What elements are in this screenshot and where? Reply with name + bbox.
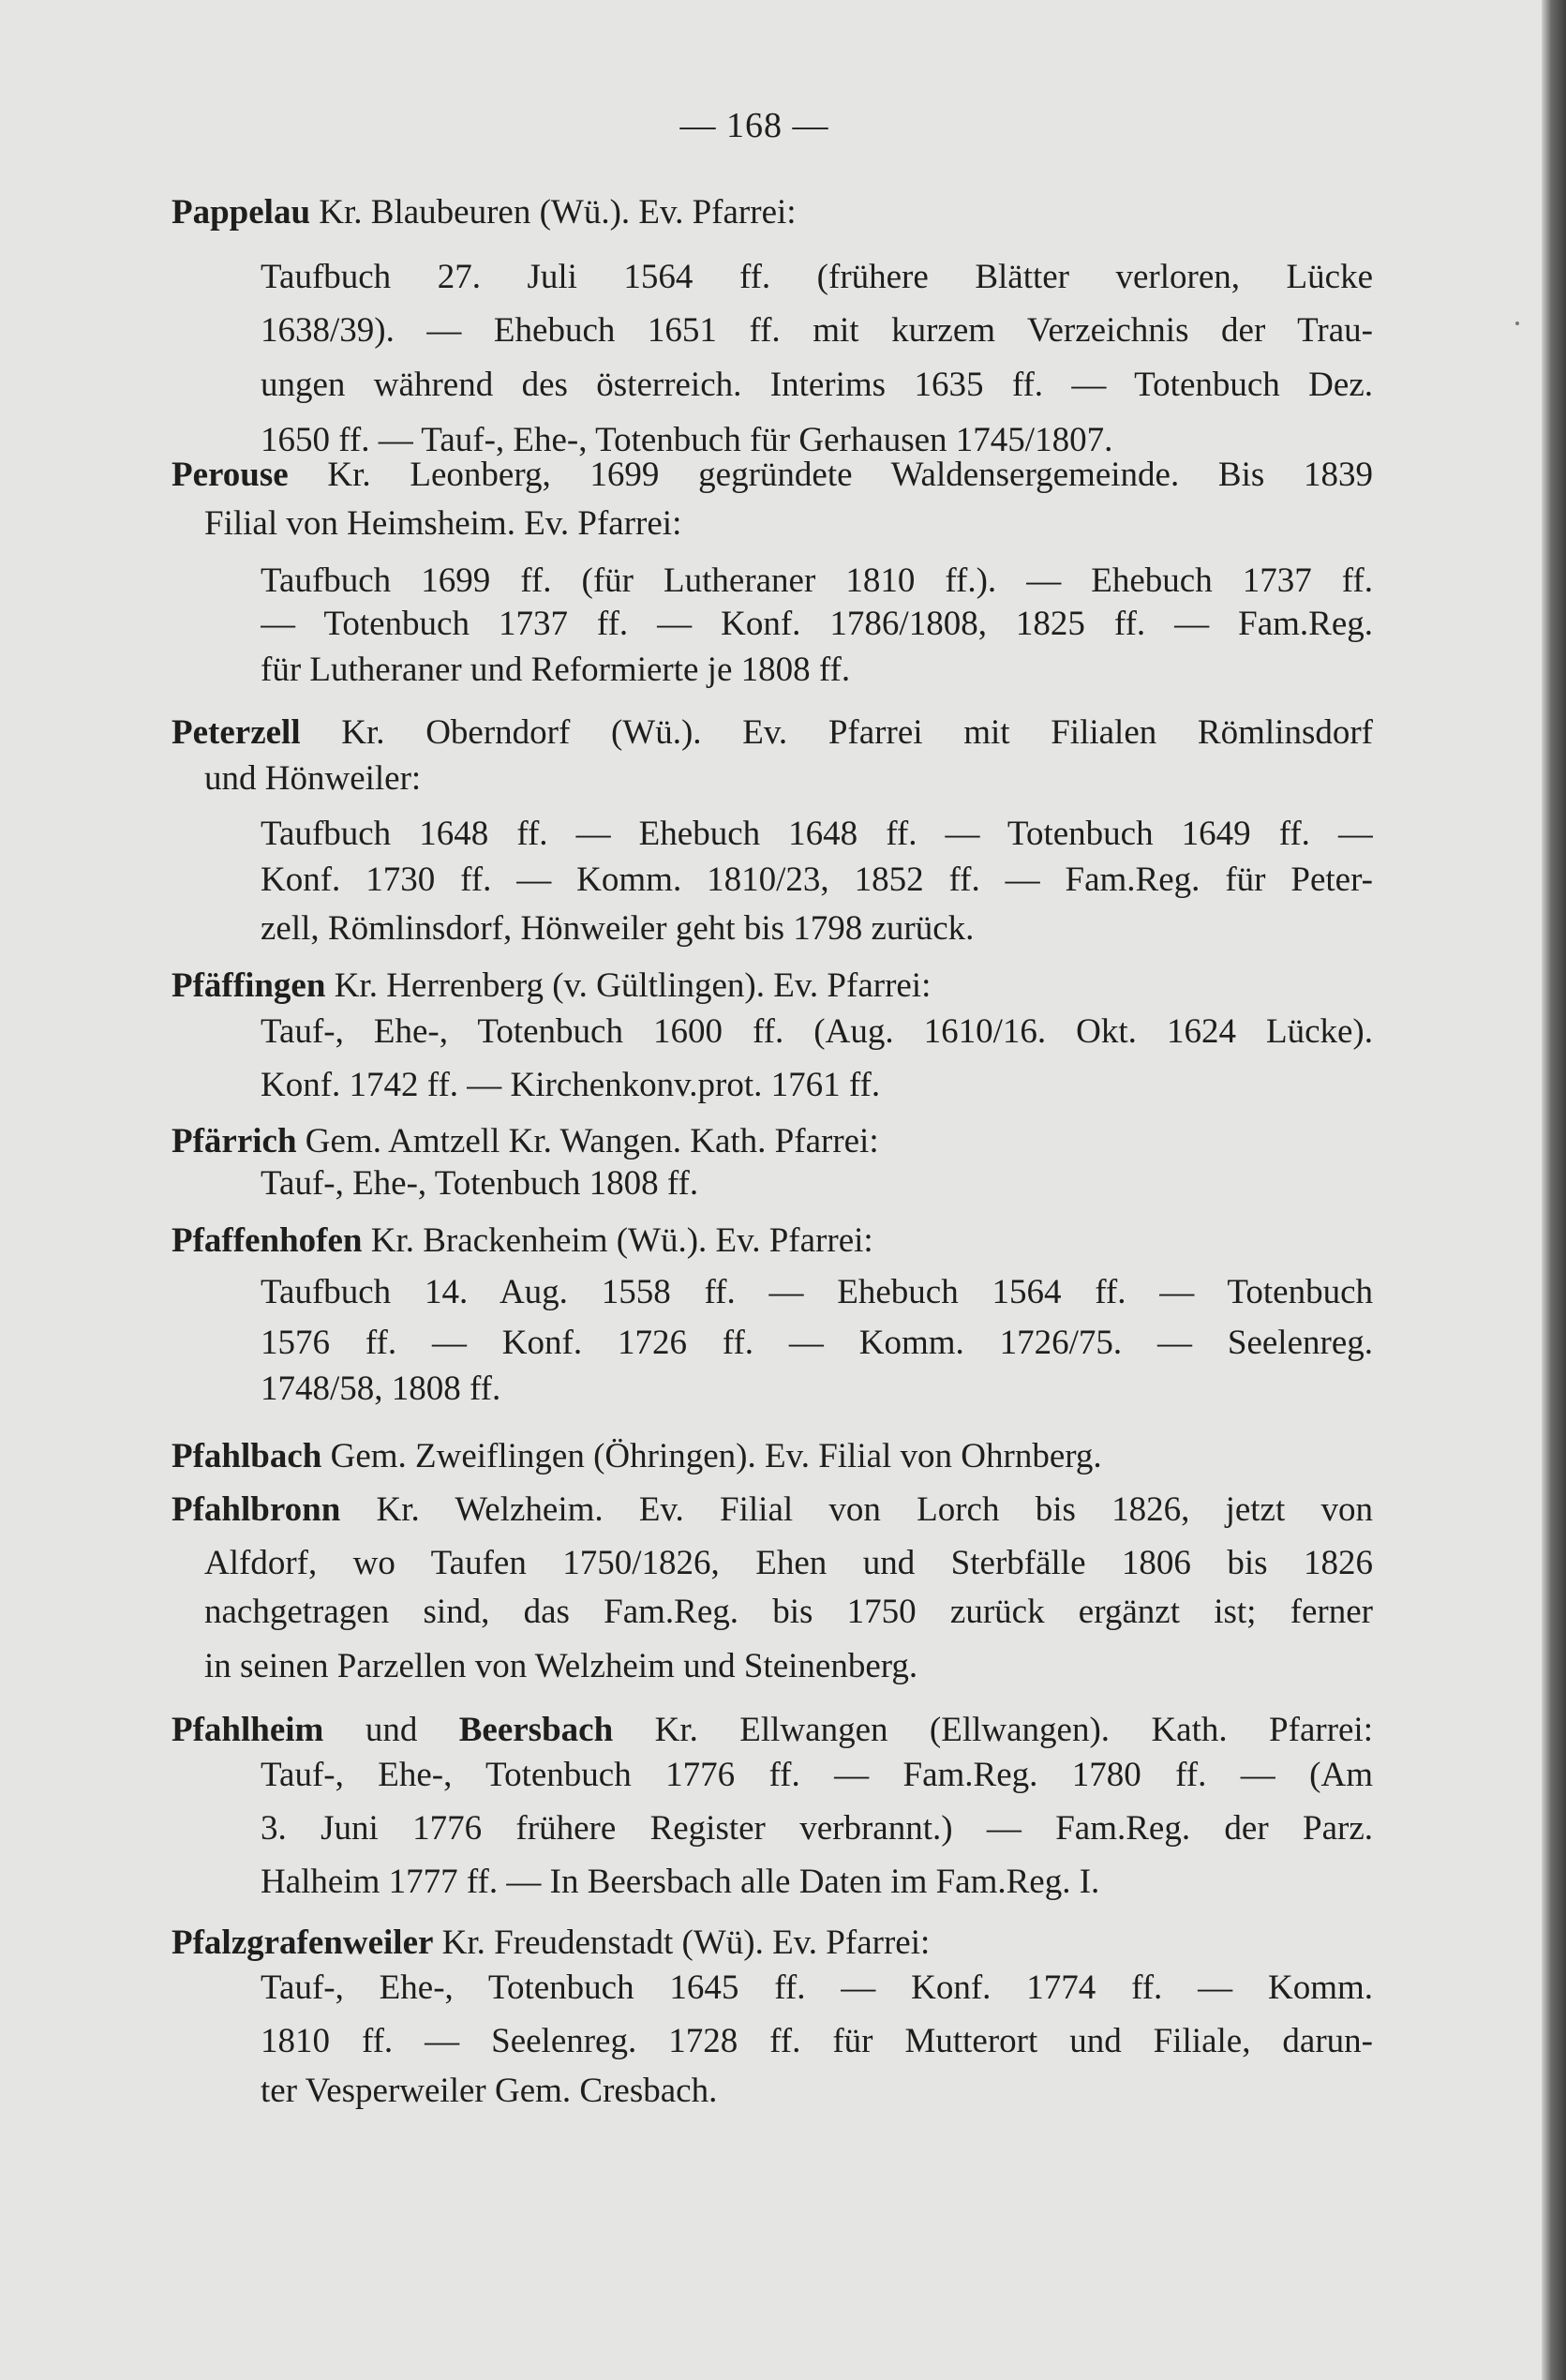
entry-text-line bbox=[204, 501, 681, 547]
entry-text-line bbox=[261, 1009, 1373, 1055]
entry-text-line bbox=[204, 1589, 1373, 1636]
entry-text: Kr. Blaubeuren (Wü.). Ev. Pfarrei: bbox=[310, 193, 797, 232]
entry-text: Konf. 1742 ff. — Kirchenkonv.prot. 1761 ff. bbox=[261, 1066, 881, 1104]
entry-text: 1576 ff. — Konf. 1726 ff. — Komm. 1726/75. — Seelenreg. bbox=[261, 1324, 1373, 1362]
entry-text: Kr. Leonberg, 1699 gegründete Waldensergemeinde. Bis 1839 bbox=[288, 456, 1373, 494]
entry-text: Gem. Amtzell Kr. Wangen. Kath. Pfarrei: bbox=[296, 1122, 879, 1160]
entry-text: Halheim 1777 ff. — In Beersbach alle Daten im Fam.Reg. I. bbox=[261, 1863, 1100, 1901]
entry-text: 1650 ff. — Tauf-, Ehe-, Totenbuch für Gerhausen 1745/1807. bbox=[261, 421, 1113, 459]
place-name: Pfahlbach bbox=[172, 1437, 322, 1475]
entry-text: Tauf-, Ehe-, Totenbuch 1776 ff. — Fam.Reg. 1780 ff. — (Am bbox=[261, 1756, 1373, 1794]
entry-heading-line bbox=[172, 1118, 879, 1165]
entry-text-line bbox=[261, 1859, 1099, 1906]
place-name: Pfärrich bbox=[172, 1122, 297, 1160]
entry-text-line bbox=[261, 1160, 698, 1207]
entry-text-line bbox=[261, 857, 1373, 904]
entry-text-line bbox=[261, 906, 974, 952]
entry-text: Gem. Zweiflingen (Öhringen). Ev. Filial von Ohrnberg. bbox=[321, 1437, 1102, 1475]
place-name: Pfahlbronn bbox=[172, 1490, 341, 1529]
entry-text: in seinen Parzellen von Welzheim und Steinenberg. bbox=[204, 1647, 918, 1685]
entry-text-line bbox=[204, 1540, 1373, 1587]
entry-text: Taufbuch 1648 ff. — Ehebuch 1648 ff. — Totenbuch 1649 ff. — bbox=[261, 815, 1373, 853]
entry-text-line bbox=[261, 558, 1373, 605]
place-name: Peterzell bbox=[172, 713, 301, 752]
entry-heading-line bbox=[172, 1487, 1373, 1534]
entry-text: ungen während des österreich. Interims 1635 ff. — Totenbuch Dez. bbox=[261, 366, 1373, 404]
entry-text: für Lutheraner und Reformierte je 1808 ff. bbox=[261, 651, 851, 689]
entry-text: Kr. Herrenberg (v. Gültlingen). Ev. Pfarrei: bbox=[325, 966, 932, 1005]
entry-text-line bbox=[204, 756, 421, 802]
entry-heading-line bbox=[172, 1433, 1102, 1480]
entry-heading-line bbox=[172, 1920, 930, 1967]
entry-text: Tauf-, Ehe-, Totenbuch 1600 ff. (Aug. 1610/16. Okt. 1624 Lücke). bbox=[261, 1012, 1373, 1051]
entry-text: Taufbuch 14. Aug. 1558 ff. — Ehebuch 1564 ff. — Totenbuch bbox=[261, 1273, 1373, 1311]
entry-text-line bbox=[261, 1269, 1373, 1316]
entry-text-line bbox=[261, 362, 1373, 409]
page-binding-edge bbox=[1542, 0, 1566, 2380]
entry-text: — Totenbuch 1737 ff. — Konf. 1786/1808, 1825 ff. — Fam.Reg. bbox=[261, 605, 1373, 643]
entry-heading-line bbox=[172, 710, 1373, 756]
entry-text-line bbox=[261, 1805, 1373, 1852]
place-name: Pfaffenhofen bbox=[172, 1221, 363, 1260]
page-number: — 168 — bbox=[679, 106, 829, 145]
entry-text: Alfdorf, wo Taufen 1750/1826, Ehen und Sterbfälle 1806 bis 1826 bbox=[204, 1544, 1373, 1582]
place-name: Beersbach bbox=[458, 1711, 614, 1749]
entry-text: Kr. Oberndorf (Wü.). Ev. Pfarrei mit Filialen Römlinsdorf bbox=[300, 713, 1373, 752]
place-name: Pfahlheim bbox=[172, 1711, 324, 1749]
entry-text: zell, Römlinsdorf, Hönweiler geht bis 1798 zurück. bbox=[261, 909, 975, 948]
entry-heading-line bbox=[172, 452, 1373, 499]
entry-text-line bbox=[261, 601, 1373, 648]
entry-text-line bbox=[261, 1062, 880, 1109]
entry-text-line bbox=[261, 1752, 1373, 1799]
entry-text: Filial von Heimsheim. Ev. Pfarrei: bbox=[204, 504, 682, 543]
entry-text-line bbox=[261, 2018, 1373, 2065]
entry-text: Taufbuch 1699 ff. (für Lutheraner 1810 ff.). — Ehebuch 1737 ff. bbox=[261, 561, 1373, 600]
place-name: Pfäffingen bbox=[172, 966, 326, 1005]
entry-text: Kr. Ellwangen (Ellwangen). Kath. Pfarrei: bbox=[613, 1711, 1373, 1749]
entry-text-line bbox=[261, 1965, 1373, 2012]
entry-text: 1810 ff. — Seelenreg. 1728 ff. für Mutterort und Filiale, darun- bbox=[261, 2022, 1373, 2060]
entry-text: 1638/39). — Ehebuch 1651 ff. mit kurzem Verzeichnis der Trau- bbox=[261, 311, 1373, 350]
scan-speck bbox=[1515, 322, 1519, 325]
entry-text-line bbox=[204, 1643, 917, 1690]
entry-text: Konf. 1730 ff. — Komm. 1810/23, 1852 ff. — Fam.Reg. für Peter- bbox=[261, 861, 1373, 899]
entry-text: Tauf-, Ehe-, Totenbuch 1808 ff. bbox=[261, 1164, 699, 1203]
entry-text: Kr. Brackenheim (Wü.). Ev. Pfarrei: bbox=[362, 1221, 873, 1260]
entry-text-line bbox=[261, 2068, 717, 2115]
entry-text-line bbox=[261, 1366, 500, 1413]
entry-text: Tauf-, Ehe-, Totenbuch 1645 ff. — Konf. 1774 ff. — Komm. bbox=[261, 1968, 1373, 2007]
entry-text: Taufbuch 27. Juli 1564 ff. (frühere Blätter verloren, Lücke bbox=[261, 258, 1373, 296]
entry-text-line bbox=[261, 254, 1373, 301]
entry-text: 3. Juni 1776 frühere Register verbrannt.) — Fam.Reg. der Parz. bbox=[261, 1809, 1373, 1848]
entry-text-line bbox=[261, 307, 1373, 354]
entry-heading-line bbox=[172, 1707, 1373, 1754]
entry-heading-line bbox=[172, 1218, 873, 1265]
entry-heading-line bbox=[172, 963, 931, 1010]
entry-text: ter Vesperweiler Gem. Cresbach. bbox=[261, 2072, 718, 2110]
entry-text-line bbox=[261, 647, 850, 694]
place-name: Perouse bbox=[172, 456, 289, 494]
place-name: Pappelau bbox=[172, 193, 311, 232]
place-name: Pfalzgrafenweiler bbox=[172, 1923, 434, 1962]
entry-text: und bbox=[323, 1711, 459, 1749]
entry-text: und Hönweiler: bbox=[204, 759, 422, 798]
entry-text: nachgetragen sind, das Fam.Reg. bis 1750 zurück ergänzt ist; ferner bbox=[204, 1593, 1373, 1631]
entry-text-line bbox=[261, 811, 1373, 858]
entry-text: 1748/58, 1808 ff. bbox=[261, 1370, 501, 1408]
entry-text-line bbox=[261, 1320, 1373, 1367]
entry-text: Kr. Welzheim. Ev. Filial von Lorch bis 1826, jetzt von bbox=[340, 1490, 1373, 1529]
entry-heading-line bbox=[172, 189, 797, 236]
entry-text: Kr. Freudenstadt (Wü). Ev. Pfarrei: bbox=[433, 1923, 931, 1962]
